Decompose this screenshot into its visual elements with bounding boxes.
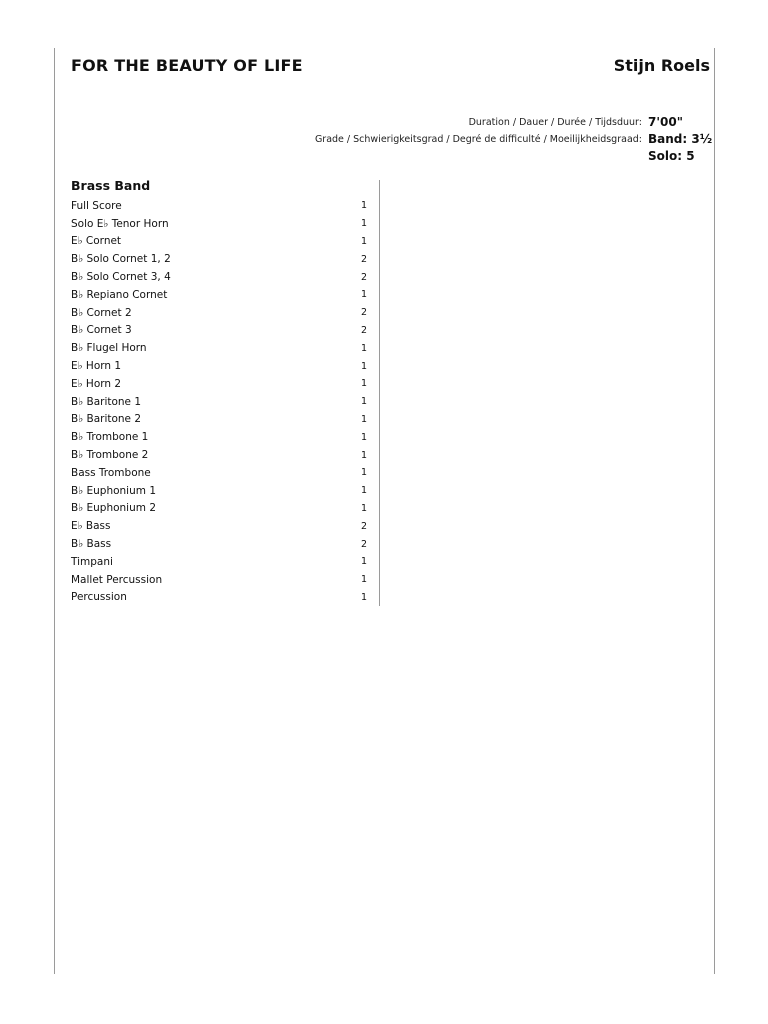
part-quantity: 1 [360, 502, 367, 514]
list-item [71, 322, 367, 340]
part-quantity: 1 [360, 574, 367, 586]
list-item [71, 535, 367, 553]
column-divider [379, 180, 380, 606]
list-item [71, 268, 367, 286]
part-quantity: 1 [360, 556, 367, 568]
duration-value: 7'00" [648, 115, 683, 129]
part-quantity: 1 [360, 396, 367, 408]
list-item [71, 375, 367, 393]
list-item [71, 517, 367, 535]
part-quantity: 2 [360, 253, 367, 265]
list-item [71, 393, 367, 411]
list-item [71, 233, 367, 251]
grade-band-value: Band: 3½ [648, 132, 713, 146]
list-item [71, 411, 367, 429]
part-quantity: 1 [360, 378, 367, 390]
parts-list [71, 197, 367, 606]
part-name: B♭ Repiano Cornet [71, 288, 168, 301]
part-name: E♭ Horn 2 [71, 377, 122, 390]
list-item [71, 589, 367, 607]
part-quantity: 2 [360, 324, 367, 336]
piece-title: FOR THE BEAUTY OF LIFE [71, 56, 303, 75]
part-name: B♭ Solo Cornet 1, 2 [71, 253, 171, 266]
grade-solo-value: Solo: 5 [648, 149, 695, 163]
list-item [71, 428, 367, 446]
part-quantity: 1 [360, 235, 367, 247]
part-name: E♭ Bass [71, 520, 111, 533]
section-title: Brass Band [71, 178, 151, 193]
part-quantity: 1 [360, 431, 367, 443]
part-name: B♭ Flugel Horn [71, 342, 147, 355]
part-quantity: 2 [360, 538, 367, 550]
part-name: E♭ Horn 1 [71, 360, 122, 373]
grade-label: Grade / Schwierigkeitsgrad / Degré de difficulté / Moeilijkheidsgraad: [314, 134, 642, 145]
part-quantity: 1 [360, 200, 367, 212]
list-item [71, 553, 367, 571]
part-name: E♭ Cornet [71, 235, 122, 248]
part-quantity: 1 [360, 360, 367, 372]
list-item [71, 197, 367, 215]
part-name: B♭ Solo Cornet 3, 4 [71, 271, 171, 284]
list-item [71, 571, 367, 589]
list-item [71, 464, 367, 482]
part-quantity: 1 [360, 289, 367, 301]
part-quantity: 1 [360, 413, 367, 425]
composer-name: Stijn Roels [613, 56, 710, 75]
part-quantity: 1 [360, 449, 367, 461]
right-margin-rule [714, 48, 715, 974]
part-name: Full Score [71, 199, 122, 212]
list-item [71, 500, 367, 518]
list-item [71, 357, 367, 375]
part-name: Timpani [71, 555, 113, 568]
list-item [71, 215, 367, 233]
left-margin-rule [54, 48, 55, 974]
duration-label: Duration / Dauer / Durée / Tijdsduur: [468, 117, 642, 128]
list-item [71, 250, 367, 268]
part-quantity: 2 [360, 520, 367, 532]
list-item [71, 286, 367, 304]
part-name: Percussion [71, 591, 127, 604]
part-quantity: 2 [360, 307, 367, 319]
list-item [71, 304, 367, 322]
part-quantity: 1 [360, 467, 367, 479]
part-name: Mallet Percussion [71, 573, 163, 586]
part-name: B♭ Cornet 3 [71, 324, 132, 337]
part-name: B♭ Euphonium 2 [71, 502, 156, 515]
part-name: B♭ Cornet 2 [71, 306, 132, 319]
part-quantity: 1 [360, 591, 367, 603]
list-item [71, 339, 367, 357]
part-name: Bass Trombone [71, 466, 151, 479]
part-name: B♭ Baritone 2 [71, 413, 142, 426]
part-name: B♭ Trombone 2 [71, 449, 149, 462]
part-name: Solo E♭ Tenor Horn [71, 217, 169, 230]
part-name: B♭ Bass [71, 538, 112, 551]
part-name: B♭ Baritone 1 [71, 395, 142, 408]
part-name: B♭ Euphonium 1 [71, 484, 156, 497]
list-item [71, 446, 367, 464]
part-quantity: 1 [360, 218, 367, 230]
part-quantity: 1 [360, 342, 367, 354]
part-name: B♭ Trombone 1 [71, 431, 149, 444]
part-quantity: 2 [360, 271, 367, 283]
list-item [71, 482, 367, 500]
part-quantity: 1 [360, 485, 367, 497]
